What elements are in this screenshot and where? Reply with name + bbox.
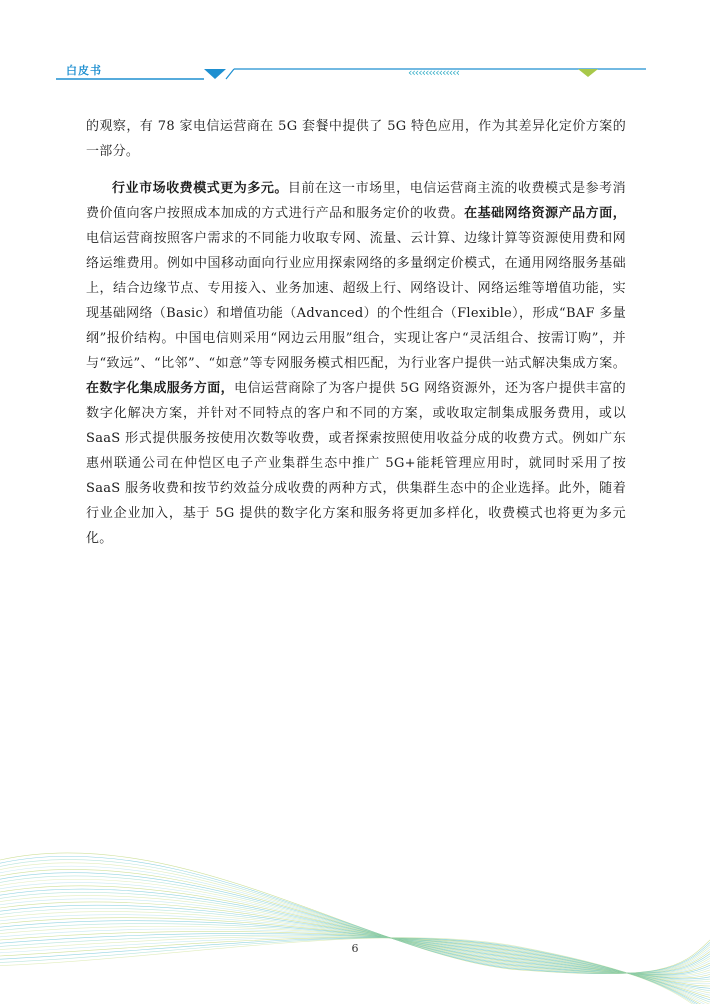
text-run: 电信运营商按照客户需求的不同能力收取专网、流量、云计算、边缘计算等资源使用费和网络运维费用。例如中国移动面向行业应用探索网络的多量纲定价模式，在通用网络服务基础上，结合边缘节点、专用接入、业务加速、超级上行、网络设计、网络运维等增值功能，实现基础网络（Basic）和增值功能（Advanced）的个性组合（Flexible），形成“BAF 多量纲”报价结构。中国电信则采用“网边云用服”组合，实现让客户“灵活组合、按需订购”，并与“致远”、“比邻”、“如意”等专网服务模式相匹配，为行业客户提供一站式解决集成方案。 — [86, 231, 626, 371]
bold-run: 在基础网络资源产品方面， — [464, 206, 626, 221]
header-chevrons: ‹‹‹‹‹‹‹‹‹‹‹‹‹‹‹ — [408, 66, 459, 79]
text-run: 目前在这一市场里，电信运营商主流的收费模式是参考消费价值向客户按照成本加成的方式进行产品和服务定价的收费。 — [86, 181, 626, 221]
page-header — [0, 0, 710, 90]
text-run: 电信运营商除了为客户提供 5G 网络资源外，还为客户提供丰富的数字化解决方案，并针对不同特点的客户和不同的方案，或收取定制集成服务费用，或以 SaaS 形式提供服务按使用次数等收费，或者探索按照使用收益分成的收费方式。例如广东惠州联通公司在仲恺区电子产业集群生态中推广 5G+能耗管理应用时，就同时采用了按 SaaS 服务收费和按节约效益分成收费的两种方式，供集群生态中的企业选择。此外，随着行业企业加入，基于 5G 提供的数字化方案和服务将更加多样化，收费模式也将更为多元化。 — [86, 381, 626, 546]
wave-line — [0, 869, 710, 973]
bold-run: 行业市场收费模式更为多元。 — [112, 181, 288, 196]
body-text — [86, 114, 626, 563]
bold-run: 在数字化集成服务方面， — [86, 381, 235, 396]
paragraph — [86, 114, 626, 164]
wave-line — [0, 866, 710, 973]
header-label: 白皮书 — [66, 64, 102, 77]
wave-decoration — [0, 820, 710, 1004]
page-number: 6 — [351, 942, 359, 955]
header-decoration — [0, 0, 710, 90]
wave-line — [0, 873, 710, 974]
wave-line — [0, 859, 710, 973]
text-run: 的观察，有 78 家电信运营商在 5G 套餐中提供了 5G 特色应用，作为其差异化定价方案的一部分。 — [86, 119, 626, 159]
paragraph — [86, 176, 626, 551]
